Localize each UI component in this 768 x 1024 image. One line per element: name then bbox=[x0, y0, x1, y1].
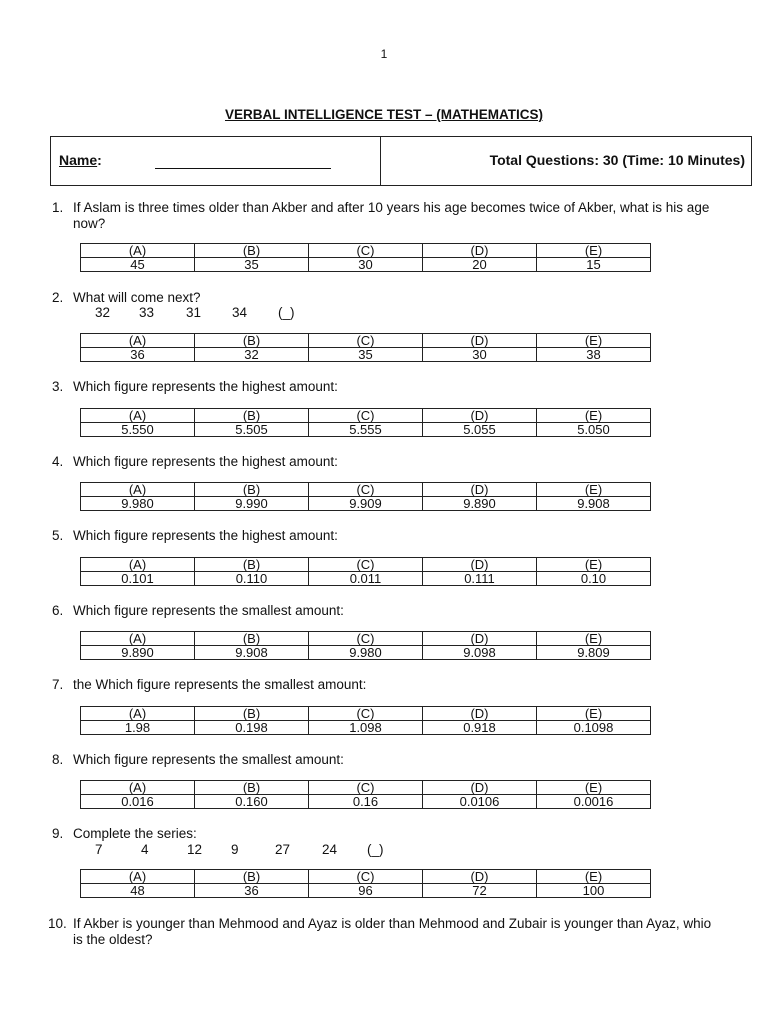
option-value[interactable]: 35 bbox=[195, 258, 309, 272]
option-label: (C) bbox=[309, 870, 423, 884]
option-label-row bbox=[81, 483, 651, 497]
option-label: (A) bbox=[81, 707, 195, 721]
option-value[interactable]: 9.098 bbox=[423, 646, 537, 660]
option-label-row bbox=[81, 558, 651, 572]
question-5 bbox=[52, 528, 712, 544]
option-value-row bbox=[81, 348, 651, 362]
option-label: (D) bbox=[423, 558, 537, 572]
option-label: (A) bbox=[81, 632, 195, 646]
option-label: (C) bbox=[309, 244, 423, 258]
option-value-row bbox=[81, 795, 651, 809]
option-label: (A) bbox=[81, 558, 195, 572]
option-label: (C) bbox=[309, 781, 423, 795]
option-value[interactable]: 38 bbox=[537, 348, 651, 362]
option-label: (E) bbox=[537, 483, 651, 497]
option-label: (A) bbox=[81, 781, 195, 795]
option-value[interactable]: 9.908 bbox=[537, 497, 651, 511]
option-value[interactable]: 0.016 bbox=[81, 795, 195, 809]
option-label: (B) bbox=[195, 781, 309, 795]
question-6 bbox=[52, 603, 712, 619]
option-value-row bbox=[81, 497, 651, 511]
option-value[interactable]: 9.890 bbox=[423, 497, 537, 511]
option-value[interactable]: 100 bbox=[537, 884, 651, 898]
question-number: 9. bbox=[52, 826, 64, 841]
option-label: (E) bbox=[537, 244, 651, 258]
option-label: (C) bbox=[309, 409, 423, 423]
option-label: (E) bbox=[537, 334, 651, 348]
question-text: the Which figure represents the smallest amount: bbox=[73, 677, 367, 692]
total-questions-cell bbox=[381, 137, 751, 185]
option-label: (A) bbox=[81, 483, 195, 497]
option-value[interactable]: 5.555 bbox=[309, 423, 423, 437]
option-value[interactable]: 36 bbox=[81, 348, 195, 362]
question-text: Complete the series: bbox=[73, 826, 197, 841]
option-label: (B) bbox=[195, 707, 309, 721]
option-label: (B) bbox=[195, 632, 309, 646]
options-table-4 bbox=[80, 482, 651, 511]
question-text: Which figure represents the highest amount: bbox=[73, 454, 338, 469]
option-value[interactable]: 0.10 bbox=[537, 572, 651, 586]
option-label: (E) bbox=[537, 707, 651, 721]
name-blank-line[interactable] bbox=[155, 168, 331, 169]
option-label: (E) bbox=[537, 409, 651, 423]
option-label-row bbox=[81, 707, 651, 721]
question-number: 5. bbox=[52, 528, 64, 543]
option-label: (D) bbox=[423, 334, 537, 348]
series-term: 34 bbox=[232, 305, 248, 320]
option-label: (B) bbox=[195, 558, 309, 572]
option-label: (A) bbox=[81, 244, 195, 258]
option-value-row bbox=[81, 258, 651, 272]
series-term: 9 bbox=[231, 842, 239, 857]
option-value[interactable]: 0.0016 bbox=[537, 795, 651, 809]
option-value[interactable]: 0.16 bbox=[309, 795, 423, 809]
option-value[interactable]: 5.505 bbox=[195, 423, 309, 437]
option-label: (A) bbox=[81, 409, 195, 423]
option-value[interactable]: 9.980 bbox=[309, 646, 423, 660]
option-value[interactable]: 1.098 bbox=[309, 721, 423, 735]
option-value[interactable]: 5.055 bbox=[423, 423, 537, 437]
options-table-1 bbox=[80, 243, 651, 272]
option-label: (C) bbox=[309, 707, 423, 721]
option-label: (A) bbox=[81, 334, 195, 348]
option-label: (C) bbox=[309, 558, 423, 572]
question-2 bbox=[52, 290, 712, 306]
option-label: (D) bbox=[423, 870, 537, 884]
option-value[interactable]: 0.111 bbox=[423, 572, 537, 586]
series-term: 31 bbox=[186, 305, 202, 320]
option-value[interactable]: 5.550 bbox=[81, 423, 195, 437]
option-value[interactable]: 9.908 bbox=[195, 646, 309, 660]
option-label: (D) bbox=[423, 781, 537, 795]
question-number: 1. bbox=[52, 200, 64, 215]
option-value[interactable]: 0.0106 bbox=[423, 795, 537, 809]
question-9 bbox=[52, 826, 712, 842]
option-value[interactable]: 48 bbox=[81, 884, 195, 898]
option-value[interactable]: 1.98 bbox=[81, 721, 195, 735]
option-label: (B) bbox=[195, 244, 309, 258]
series-term: 33 bbox=[139, 305, 155, 320]
option-value-row bbox=[81, 572, 651, 586]
total-questions: Total Questions: 30 (Time: 10 Minutes) bbox=[489, 152, 745, 168]
option-value[interactable]: 9.990 bbox=[195, 497, 309, 511]
option-value-row bbox=[81, 646, 651, 660]
option-label: (E) bbox=[537, 870, 651, 884]
option-label: (D) bbox=[423, 707, 537, 721]
question-8 bbox=[52, 752, 712, 768]
option-value[interactable]: 0.011 bbox=[309, 572, 423, 586]
question-number: 7. bbox=[52, 677, 64, 692]
option-value[interactable]: 35 bbox=[309, 348, 423, 362]
option-value[interactable]: 9.809 bbox=[537, 646, 651, 660]
option-value[interactable]: 96 bbox=[309, 884, 423, 898]
option-value[interactable]: 30 bbox=[423, 348, 537, 362]
question-text: What will come next? bbox=[73, 290, 201, 305]
options-table-6 bbox=[80, 631, 651, 660]
option-value[interactable]: 9.980 bbox=[81, 497, 195, 511]
question-number: 8. bbox=[52, 752, 64, 767]
option-label: (D) bbox=[423, 632, 537, 646]
option-label-row bbox=[81, 409, 651, 423]
series-term: 24 bbox=[322, 842, 338, 857]
option-label: (E) bbox=[537, 632, 651, 646]
question-number: 3. bbox=[52, 379, 64, 394]
question-7 bbox=[52, 677, 712, 693]
question-text: Which figure represents the smallest amount: bbox=[73, 752, 344, 767]
option-label: (D) bbox=[423, 483, 537, 497]
question-number: 6. bbox=[52, 603, 64, 618]
option-value[interactable]: 32 bbox=[195, 348, 309, 362]
question-text: If Akber is younger than Mehmood and Ayaz is older than Mehmood and Zubair is younger than Ayaz, whio is the oldest? bbox=[73, 916, 712, 947]
option-label: (D) bbox=[423, 409, 537, 423]
option-label: (C) bbox=[309, 334, 423, 348]
series-term: 32 bbox=[95, 305, 111, 320]
question-1 bbox=[52, 200, 712, 232]
option-value-row bbox=[81, 721, 651, 735]
option-value[interactable]: 72 bbox=[423, 884, 537, 898]
option-label: (B) bbox=[195, 409, 309, 423]
option-value[interactable]: 45 bbox=[81, 258, 195, 272]
option-value[interactable]: 15 bbox=[537, 258, 651, 272]
option-label: (B) bbox=[195, 870, 309, 884]
options-table-8 bbox=[80, 780, 651, 809]
series-term: 12 bbox=[187, 842, 203, 857]
option-value[interactable]: 0.1098 bbox=[537, 721, 651, 735]
options-table-3 bbox=[80, 408, 651, 437]
option-label: (C) bbox=[309, 483, 423, 497]
option-label: (A) bbox=[81, 870, 195, 884]
option-label-row bbox=[81, 781, 651, 795]
option-value[interactable]: 0.918 bbox=[423, 721, 537, 735]
series-term: 7 bbox=[95, 842, 103, 857]
option-value[interactable]: 36 bbox=[195, 884, 309, 898]
option-label: (E) bbox=[537, 558, 651, 572]
option-value[interactable]: 9.890 bbox=[81, 646, 195, 660]
page-title: VERBAL INTELLIGENCE TEST – (MATHEMATICS) bbox=[224, 107, 543, 122]
option-label-row bbox=[81, 870, 651, 884]
question-text: Which figure represents the smallest amount: bbox=[73, 603, 344, 618]
option-value[interactable]: 30 bbox=[309, 258, 423, 272]
options-table-5 bbox=[80, 557, 651, 586]
option-label-row bbox=[81, 244, 651, 258]
series-blank: (_) bbox=[367, 842, 384, 857]
option-value[interactable]: 9.909 bbox=[309, 497, 423, 511]
option-value-row bbox=[81, 423, 651, 437]
header-box bbox=[50, 136, 752, 186]
option-value[interactable]: 0.198 bbox=[195, 721, 309, 735]
question-text: If Aslam is three times older than Akber and after 10 years his age becomes twice of Akber, what is his age now? bbox=[73, 200, 710, 231]
question-10 bbox=[48, 916, 712, 948]
option-label: (D) bbox=[423, 244, 537, 258]
name-cell bbox=[51, 137, 381, 185]
options-table-9 bbox=[80, 869, 651, 898]
option-value[interactable]: 20 bbox=[423, 258, 537, 272]
series-term: 4 bbox=[141, 842, 149, 857]
option-value[interactable]: 0.101 bbox=[81, 572, 195, 586]
name-label: Name: bbox=[59, 152, 102, 168]
option-label: (B) bbox=[195, 483, 309, 497]
question-4 bbox=[52, 454, 712, 470]
question-text: Which figure represents the highest amount: bbox=[73, 379, 338, 394]
question-text: Which figure represents the highest amount: bbox=[73, 528, 338, 543]
option-value[interactable]: 0.110 bbox=[195, 572, 309, 586]
question-number: 2. bbox=[52, 290, 64, 305]
question-3 bbox=[52, 379, 712, 395]
question-number: 4. bbox=[52, 454, 64, 469]
option-label-row bbox=[81, 632, 651, 646]
options-table-7 bbox=[80, 706, 651, 735]
option-value[interactable]: 5.050 bbox=[537, 423, 651, 437]
option-label: (B) bbox=[195, 334, 309, 348]
options-table-2 bbox=[80, 333, 651, 362]
option-label: (C) bbox=[309, 632, 423, 646]
option-label: (E) bbox=[537, 781, 651, 795]
question-number: 10. bbox=[48, 916, 67, 931]
option-label-row bbox=[81, 334, 651, 348]
series-blank: (_) bbox=[278, 305, 295, 320]
option-value-row bbox=[81, 884, 651, 898]
option-value[interactable]: 0.160 bbox=[195, 795, 309, 809]
page-number: 1 bbox=[380, 47, 388, 61]
series-term: 27 bbox=[275, 842, 291, 857]
